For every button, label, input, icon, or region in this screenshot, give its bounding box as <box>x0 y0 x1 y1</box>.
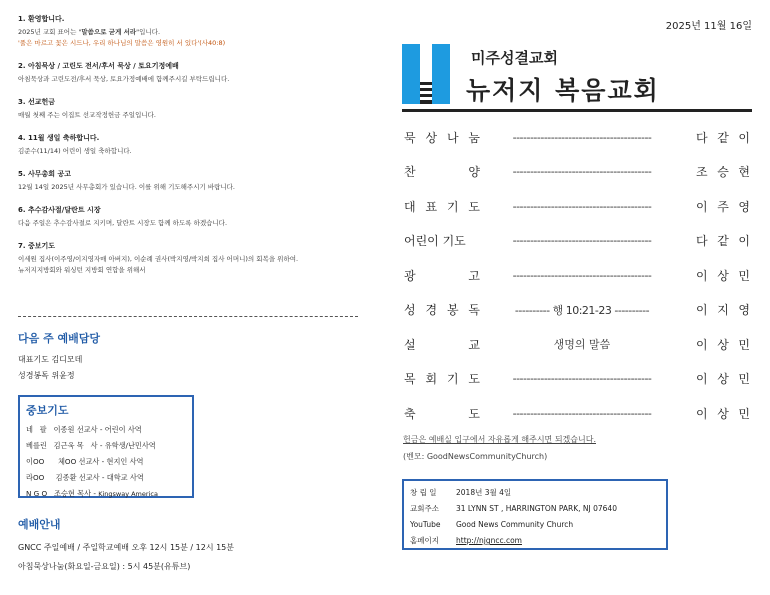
order-detail: 생명의 말씀 <box>553 338 611 352</box>
order-label-char: 표 <box>425 199 438 214</box>
order-leader-char: 이 <box>738 234 750 249</box>
order-detail: ---------------------------------------- <box>512 234 652 248</box>
order-label <box>404 267 480 284</box>
info-key: 창 립 일 <box>410 488 437 497</box>
order-leader-char: 이 <box>738 130 750 145</box>
church-subtitle: 미주성결교회 <box>471 49 558 67</box>
order-label-char: 교 <box>468 337 480 352</box>
prayer-text: 베를린 김근욱 목 사 - 유학생/난민사역 <box>26 441 156 450</box>
order-leader-char: 현 <box>738 165 750 180</box>
announcement-line: '풀은 마르고 꽃은 시드나, 우리 하나님의 말씀은 영원히 서 있다'(사40:8) <box>18 39 226 47</box>
info-row <box>410 485 660 501</box>
order-leader <box>684 370 750 387</box>
order-label-char: 광 <box>404 268 416 283</box>
order-label <box>404 336 480 353</box>
order-label-char: 어린이 기도 <box>404 234 466 249</box>
order-label <box>404 129 480 146</box>
order-leader-char: 상 <box>717 372 729 387</box>
prayer-box <box>18 395 194 498</box>
order-leader-char: 영 <box>738 303 750 318</box>
order-leader-char: 주 <box>717 199 729 214</box>
order-row <box>404 120 750 155</box>
announcement-line: 12월 14일 2025년 사무총회가 있습니다. 이를 위해 기도해주시기 바랍니다. <box>18 183 235 191</box>
church-info-box <box>402 479 668 550</box>
prayer-row <box>26 454 186 470</box>
order-label-char: 기 <box>446 372 459 387</box>
order-leader <box>684 301 750 318</box>
order-leader-char: 상 <box>717 268 729 283</box>
order-label <box>404 405 480 422</box>
order-row <box>404 362 750 397</box>
church-name: 뉴저지 복음교회 <box>466 76 660 105</box>
info-key: 홈페이지 <box>410 536 439 545</box>
order-label-char: 설 <box>404 337 416 352</box>
announcement-item <box>18 97 363 121</box>
info-row <box>410 517 660 533</box>
next-week-heading: 다음 주 예배담당 <box>18 332 101 345</box>
order-label-char: 독 <box>468 303 480 318</box>
next-week-line: 대표기도 김디모데 <box>18 355 83 364</box>
announcement-title: 1. 환영합니다. <box>18 15 65 23</box>
next-week-line: 성경봉독 위윤정 <box>18 371 75 380</box>
next-week-section <box>18 330 100 384</box>
order-label-char: 고 <box>468 268 480 283</box>
order-row <box>404 258 750 293</box>
order-label-char: 도 <box>468 199 480 214</box>
announcement-line: 매월 첫째 주는 이집트 선교작정헌금 주일입니다. <box>18 111 156 119</box>
prayer-row <box>26 486 186 502</box>
prayer-heading: 중보기도 <box>26 404 69 417</box>
worship-info <box>18 516 234 576</box>
order-leader <box>684 129 750 146</box>
announcement-title: 4. 11월 생일 축하합니다. <box>18 134 100 142</box>
order-leader-char: 이 <box>696 337 708 352</box>
section-divider <box>18 316 358 317</box>
order-leader-char: 승 <box>717 165 729 180</box>
announcement-item <box>18 205 363 229</box>
announcement-text: "입니다. <box>136 28 161 36</box>
order-label-char: 나 <box>446 130 459 145</box>
order-label <box>404 301 480 318</box>
order-leader-char: 다 <box>696 234 708 249</box>
announcement-title: 2. 아침묵상 / 고린도 전서/후서 묵상 / 토요기정예배 <box>18 62 179 70</box>
order-leader <box>684 267 750 284</box>
order-detail: ---------------------------------------- <box>512 199 652 213</box>
announcement-line: 아침묵상과 고린도전/후서 묵상, 토요가정예배에 함께주시길 부탁드립니다. <box>18 75 230 83</box>
order-label-char: 봉 <box>446 303 459 318</box>
order-label <box>404 232 480 249</box>
order-label-char: 경 <box>425 303 438 318</box>
info-row <box>410 501 660 517</box>
order-label-char: 대 <box>404 199 416 214</box>
order-row <box>404 155 750 190</box>
order-leader-char: 같 <box>717 130 729 145</box>
prayer-text: 네 팔 이종원 선교사 - 어린이 사역 <box>26 425 142 434</box>
order-leader-char: 이 <box>696 406 708 421</box>
order-detail: ---------------------------------------- <box>512 268 652 282</box>
info-key: YouTube <box>410 520 441 529</box>
announcement-item <box>18 241 363 276</box>
worship-heading: 예배안내 <box>18 518 61 531</box>
order-leader <box>684 198 750 215</box>
order-leader-char: 민 <box>738 337 750 352</box>
announcements <box>18 14 363 288</box>
order-label-char: 양 <box>468 165 480 180</box>
order-label <box>404 163 480 180</box>
prayer-text: 라OO 김종환 선교사 - 대학교 사역 <box>26 473 144 482</box>
announcement-title: 5. 사무총회 공고 <box>18 170 71 178</box>
worship-order <box>404 120 750 431</box>
prayer-text: N G O 조승현 목사 - <box>26 489 99 498</box>
order-leader-char: 상 <box>717 337 729 352</box>
announcement-line <box>18 27 363 38</box>
order-leader-char: 영 <box>738 199 750 214</box>
order-label-char: 목 <box>404 372 416 387</box>
announcement-line: 이세원 집사(이주영/이지영자매 아버지), 이순례 권사(박지영/박지희 집사 어머니)의 회복을 위하여. <box>18 255 299 263</box>
announcement-item <box>18 14 363 49</box>
title-rule <box>402 109 752 112</box>
order-leader-char: 이 <box>696 268 708 283</box>
order-label-char: 성 <box>404 303 416 318</box>
order-leader-char: 민 <box>738 406 750 421</box>
order-leader-char: 상 <box>717 406 729 421</box>
announcement-title: 3. 선교헌금 <box>18 98 56 106</box>
order-label-char: 상 <box>425 130 438 145</box>
info-value: Good News Community Church <box>456 520 574 529</box>
order-label-char: 찬 <box>404 165 416 180</box>
announcement-item <box>18 61 363 85</box>
announcement-line: 김준수(11/14) 어린이 생일 축하합니다. <box>18 147 132 155</box>
order-row <box>404 396 750 431</box>
order-label-char: 기 <box>446 199 459 214</box>
announcement-line: 다음 주일은 추수감사절로 지키며, 달란트 시장도 함께 하도록 하겠습니다. <box>18 219 228 227</box>
order-label <box>404 370 480 387</box>
announcement-text: 2025년 교회 표어는 " <box>18 28 82 36</box>
order-detail: ---------------------------------------- <box>512 406 652 420</box>
order-leader-char: 이 <box>696 199 708 214</box>
prayer-row <box>26 438 186 454</box>
order-detail: ---------------------------------------- <box>512 165 652 179</box>
prayer-org: Kingsway America <box>98 490 158 498</box>
announcement-title: 6. 추수감사절/달란트 시장 <box>18 206 101 214</box>
order-leader-char: 이 <box>696 303 708 318</box>
bulletin-date: 2025년 11월 16일 <box>665 21 752 32</box>
worship-line: 아침묵상나눔(화요일-금요일) : 5시 45분(유튜브) <box>18 562 191 571</box>
info-value: 31 LYNN ST , HARRINGTON PARK, NJ 07640 <box>456 504 617 513</box>
order-detail: ---------------------------------------- <box>512 372 652 386</box>
order-leader-char: 다 <box>696 130 708 145</box>
prayer-row <box>26 470 186 486</box>
order-leader <box>684 405 750 422</box>
announcement-emphasis: 말씀으로 굳게 서라 <box>81 28 137 36</box>
homepage-link[interactable]: http://njgncc.com <box>456 536 522 545</box>
venmo-note: (벤모: GoodNewsCommunityChurch) <box>403 452 548 461</box>
order-label-char: 도 <box>468 372 480 387</box>
church-logo-icon <box>402 44 459 104</box>
order-leader-char: 같 <box>717 234 729 249</box>
order-leader-char: 조 <box>696 165 708 180</box>
order-leader-char: 이 <box>696 372 708 387</box>
prayer-text: 이OO 체OO 선교사 - 현지인 사역 <box>26 457 144 466</box>
announcement-title: 7. 중보기도 <box>18 242 56 250</box>
prayer-row <box>26 422 186 438</box>
order-label-char: 축 <box>404 406 416 421</box>
order-row <box>404 224 750 259</box>
announcement-item <box>18 133 363 157</box>
order-label-char: 회 <box>425 372 438 387</box>
order-leader-char: 민 <box>738 372 750 387</box>
info-value: 2018년 3월 4일 <box>456 488 512 497</box>
announcement-item <box>18 169 363 193</box>
order-detail: ---------------------------------------- <box>512 130 652 144</box>
order-leader <box>684 232 750 249</box>
order-leader <box>684 336 750 353</box>
order-label <box>404 198 480 215</box>
order-label-char: 묵 <box>404 130 416 145</box>
order-leader <box>684 163 750 180</box>
order-row <box>404 327 750 362</box>
worship-line: GNCC 주일예배 / 주일학교예배 오후 12시 15분 / 12시 15분 <box>18 543 234 552</box>
info-key: 교회주소 <box>410 504 439 513</box>
order-leader-char: 지 <box>717 303 729 318</box>
order-label-char: 도 <box>468 406 480 421</box>
offering-note: 헌금은 예배실 입구에서 자유롭게 해주시면 되겠습니다. <box>403 435 596 444</box>
order-detail: ---------- 행 10:21-23 ---------- <box>514 303 650 317</box>
order-leader-char: 민 <box>738 268 750 283</box>
order-label-char: 눔 <box>468 130 480 145</box>
info-row <box>410 533 660 549</box>
order-row <box>404 293 750 328</box>
order-row <box>404 189 750 224</box>
announcement-line: 뉴저지지방회와 워싱턴 지방회 연합을 위해서 <box>18 266 146 274</box>
